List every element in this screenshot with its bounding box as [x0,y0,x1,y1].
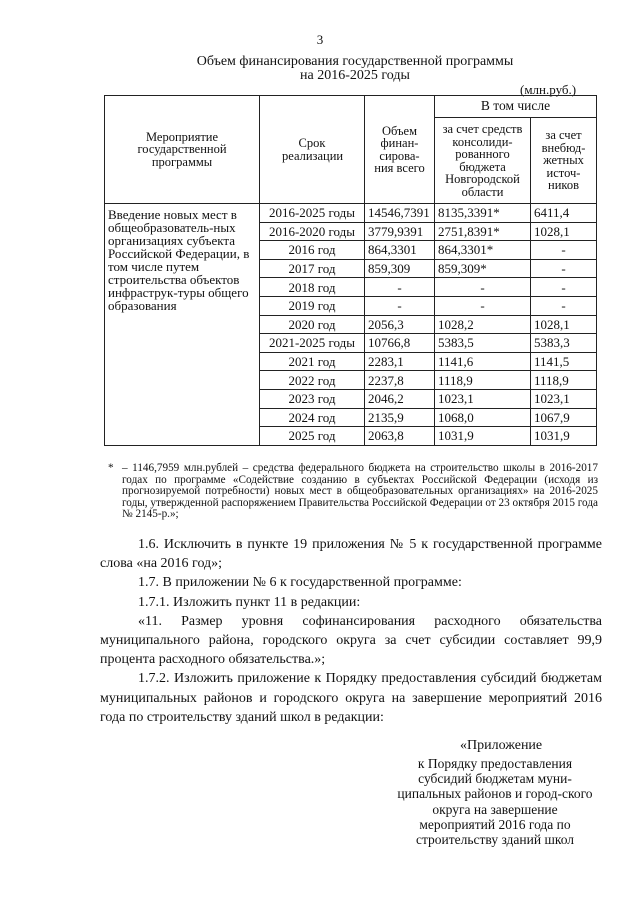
header-total: Объем финан-сирова-ния всего [365,96,435,204]
paragraph-1-7-2: 1.7.2. Изложить приложение к Порядку предоставления субсидий бюджетам муниципальных районов и городского округа на завершение мероприятий 2016 года по строительству зданий школ в редакции: [100,671,602,725]
external-cell: 1141,5 [531,352,597,371]
period-cell: 2017 год [260,259,365,278]
external-cell: - [531,241,597,260]
regional-cell: 1023,1 [435,389,531,408]
header-activity: Мероприятие государственной программы [105,96,260,204]
total-cell: 2237,8 [365,371,435,390]
regional-cell: 1028,2 [435,315,531,334]
table-title [150,55,560,83]
period-cell: 2021 год [260,352,365,371]
regional-cell: - [435,296,531,315]
total-cell: 14546,7391 [365,204,435,223]
financing-table [104,95,597,446]
total-cell: 2063,8 [365,427,435,446]
total-cell: 3779,9391 [365,222,435,241]
total-cell: 859,309 [365,259,435,278]
external-cell: - [531,259,597,278]
period-cell: 2019 год [260,296,365,315]
page-number: 3 [316,32,324,47]
paragraph-1-7: 1.7. В приложении № 6 к государственной программе: [138,575,462,591]
footnote-text: – 1146,7959 млн.рублей – средства федерального бюджета на строительство школы в 2016-2017 годах по программе «Содействие созданию в субъектах Российской Федерации (исходя из прогнозируемой потребности) новых мест в общеобразовательных организациях» на 2016-2025 годы, утвержденной распоряжением Правительства Российской Федерации от 23 октября 2015 года № 2145-р.»; [122,462,598,520]
footnote-mark: * [108,462,114,474]
total-cell: 2056,3 [365,315,435,334]
paragraph-1-6: 1.6. Исключить в пункте 19 приложения № 5 к государственной программе слова «на 2016 год»; [100,537,602,572]
total-cell: 2283,1 [365,352,435,371]
body-paragraphs [100,535,602,727]
external-cell: 1031,9 [531,427,597,446]
external-cell: - [531,278,597,297]
period-cell: 2016 год [260,241,365,260]
external-cell: 1067,9 [531,408,597,427]
header-external: за счет внебюд-жетных источ-ников [531,118,597,204]
total-cell: - [365,278,435,297]
header-period: Срок реализации [260,96,365,204]
external-cell: - [531,296,597,315]
table-row [105,204,597,223]
period-cell: 2018 год [260,278,365,297]
regional-cell: 1141,6 [435,352,531,371]
regional-cell: 859,309* [435,259,531,278]
regional-cell: 1031,9 [435,427,531,446]
total-cell: 864,3301 [365,241,435,260]
period-cell: 2025 год [260,427,365,446]
regional-cell: 8135,3391* [435,204,531,223]
external-cell: 1023,1 [531,389,597,408]
external-cell: 1028,1 [531,315,597,334]
paragraph-1-7-1: 1.7.1. Изложить пункт 11 в редакции: [138,594,361,610]
period-cell: 2020 год [260,315,365,334]
total-cell: 10766,8 [365,334,435,353]
appendix-subtitle: к Порядку предоставления субсидий бюджетам муни-ципальных районов и город-ского округа на завершение мероприятий 2016 года по строительству зданий школ [397,756,593,848]
external-cell: 1118,9 [531,371,597,390]
total-cell: 2135,9 [365,408,435,427]
regional-cell: - [435,278,531,297]
period-cell: 2016-2025 годы [260,204,365,223]
external-cell: 1028,1 [531,222,597,241]
period-cell: 2024 год [260,408,365,427]
external-cell: 5383,3 [531,334,597,353]
total-cell: - [365,296,435,315]
period-cell: 2023 год [260,389,365,408]
regional-cell: 1068,0 [435,408,531,427]
regional-cell: 864,3301* [435,241,531,260]
period-cell: 2016-2020 годы [260,222,365,241]
regional-cell: 2751,8391* [435,222,531,241]
footnote [108,463,598,521]
title-line-1: Объем финансирования государственной программы [196,54,514,69]
regional-cell: 1118,9 [435,371,531,390]
activity-cell: Введение новых мест в общеобразователь-ных организациях субъекта Российской Федерации, в том числе путем строительства объектов инфраструк-туры общего образования [105,204,260,446]
period-cell: 2021-2025 годы [260,334,365,353]
appendix-heading: «Приложение [460,738,543,753]
units-label: (млн.руб.) [520,82,577,97]
external-cell: 6411,4 [531,204,597,223]
period-cell: 2022 год [260,371,365,390]
header-regional: за счет средств консолиди-рованного бюджета Новгородской области [435,118,531,204]
regional-cell: 5383,5 [435,334,531,353]
total-cell: 2046,2 [365,389,435,408]
paragraph-11-quote: «11. Размер уровня софинансирования расходного обязательства муниципального района, городского округа за счет субсидии составляет 99,9 процента расходного обязательства.»; [100,613,602,668]
header-including: В том числе [435,96,597,118]
title-line-2: на 2016-2025 годы [300,68,410,83]
